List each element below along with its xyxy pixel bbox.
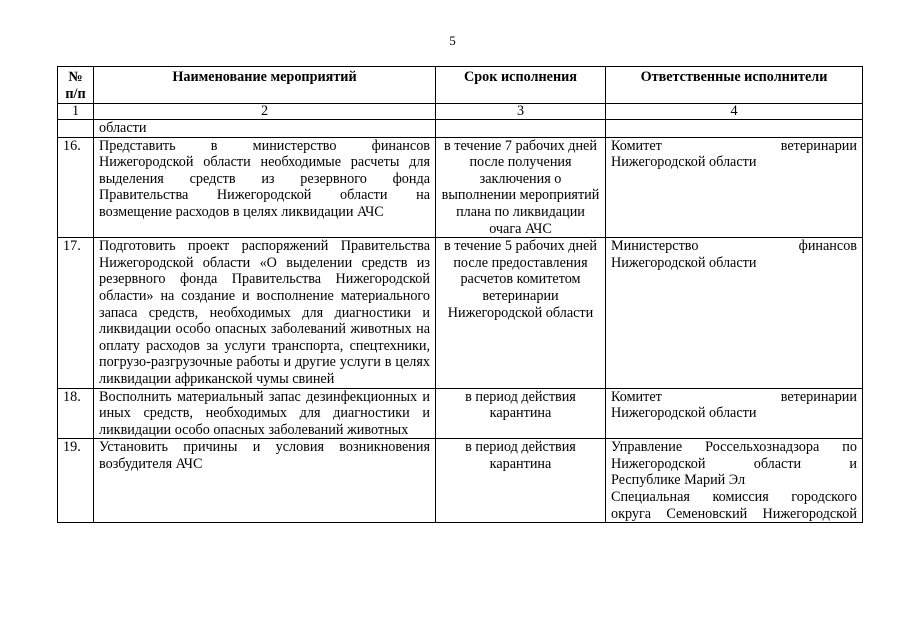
header-responsible: Ответственные исполнители xyxy=(606,67,863,104)
row-number: 16. xyxy=(58,137,94,238)
activity-name: Восполнить материальный запас дезинфекционных и иных средств, необходимых для диагностики и ликвидации особо опасных заболеваний животных xyxy=(94,388,436,439)
activity-name: Подготовить проект распоряжений Правительства Нижегородской области «О выделении средств из резервного фонда Правительства Нижегородской области» на создание и восполнение материального запаса средств, необходимых для диагностики и ликвидации особо опасных заболеваний животных на оплату расходов за услуги транспорта, спецтехники, погрузо-разгрузочные работы и другие услуги в целях ликвидации африканской чумы свиней xyxy=(94,238,436,388)
deadline: в период действия карантина xyxy=(436,388,606,439)
action-plan-table xyxy=(57,66,863,523)
responsible-line: Нижегородской области xyxy=(611,154,757,171)
responsible-line: Нижегородской области xyxy=(611,254,757,271)
responsible-executors xyxy=(606,439,863,523)
responsible-executors xyxy=(606,137,863,238)
responsible-line: Управление Россельхознадзора по xyxy=(611,439,857,456)
row-number: 18. xyxy=(58,388,94,439)
column-index: 2 xyxy=(94,104,436,120)
responsible-line: Нижегородской области и xyxy=(611,455,857,472)
activity-name: Представить в министерство финансов Нижегородской области необходимые расчеты для выделения средств из резервного фонда Правительства Нижегородской области на возмещение расходов в целях ликвидации АЧС xyxy=(94,137,436,238)
column-index-row xyxy=(58,104,863,120)
header-num: № п/п xyxy=(58,67,94,104)
table-row xyxy=(58,238,863,388)
activity-name: Установить причины и условия возникновения возбудителя АЧС xyxy=(94,439,436,523)
column-index: 4 xyxy=(606,104,863,120)
row-number: 17. xyxy=(58,238,94,388)
responsible-line: Нижегородской области xyxy=(611,405,757,422)
continuation-text: области xyxy=(94,120,436,138)
responsible-line: округа Семеновский Нижегородской xyxy=(611,505,857,522)
table-header-row xyxy=(58,67,863,104)
responsible-line: Республике Марий Эл xyxy=(611,472,746,489)
header-name: Наименование мероприятий xyxy=(94,67,436,104)
table-row xyxy=(58,388,863,439)
column-index: 1 xyxy=(58,104,94,120)
responsible-executors xyxy=(606,238,863,388)
table-row xyxy=(58,137,863,238)
row-number: 19. xyxy=(58,439,94,523)
table-row xyxy=(58,120,863,138)
deadline: в период действия карантина xyxy=(436,439,606,523)
responsible-executors xyxy=(606,388,863,439)
page-number: 5 xyxy=(449,33,456,48)
responsible-line: Министерство финансов xyxy=(611,238,857,255)
column-index: 3 xyxy=(436,104,606,120)
table-row xyxy=(58,439,863,523)
responsible-line: Специальная комиссия городского xyxy=(611,489,857,506)
header-term: Срок исполнения xyxy=(436,67,606,104)
responsible-line: Комитет ветеринарии xyxy=(611,137,857,154)
responsible-line: Комитет ветеринарии xyxy=(611,388,857,405)
deadline: в течение 5 рабочих дней после предоставления расчетов комитетом ветеринарии Нижегородской области xyxy=(436,238,606,388)
deadline: в течение 7 рабочих дней после получения заключения о выполнении мероприятий плана по ликвидации очага АЧС xyxy=(436,137,606,238)
